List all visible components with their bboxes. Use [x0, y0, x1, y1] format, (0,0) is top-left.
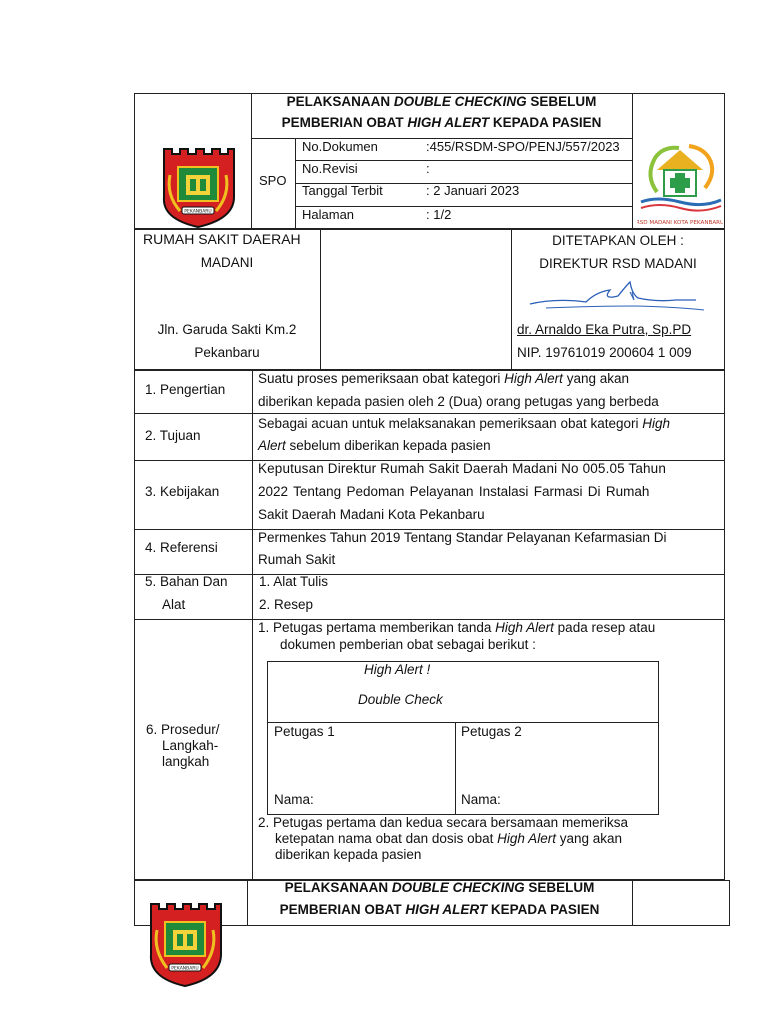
text-span: Alert [258, 438, 286, 453]
text-span: 1. Petugas pertama memberikan tanda [258, 620, 496, 635]
section-text: Keputusan Direktur Rumah Sakit Daerah Madani No 005.05 Tahun [258, 461, 666, 476]
approval-heading: DIREKTUR RSD MADANI [539, 256, 697, 271]
divider [134, 413, 725, 414]
list-item: 2. Resep [259, 597, 314, 612]
meta-value: : 2 Januari 2023 [426, 183, 520, 198]
section-text: Sakit Daerah Madani Kota Pekanbaru [258, 507, 485, 522]
meta-label: No.Dokumen [302, 139, 378, 154]
section-label: 5. Bahan Dan [145, 574, 228, 589]
city-emblem-logo [147, 900, 223, 988]
title-text: KEPADA PASIEN [489, 115, 602, 130]
meta-value: : 1/2 [426, 207, 452, 222]
approval-heading: DITETAPKAN OLEH : [552, 233, 684, 248]
text-span: High Alert [497, 831, 556, 846]
title-text: DOUBLE CHECKING [391, 880, 525, 895]
section-label: 1. Pengertian [145, 382, 226, 397]
text-span: yang akan [555, 831, 623, 846]
spo-label: SPO [259, 173, 287, 188]
city-emblem-logo [160, 145, 236, 229]
section-label: 4. Referensi [145, 540, 218, 555]
hospital-name: RUMAH SAKIT DAERAH [143, 231, 301, 247]
nama-label: Nama: [274, 792, 314, 807]
section-text: diberikan kepada pasien oleh 2 (Dua) orang petugas yang berbeda [258, 394, 659, 409]
divider [267, 722, 659, 723]
procedure-step: dokumen pemberian obat sebagai berikut : [280, 637, 536, 652]
director-nip: NIP. 19761019 200604 1 009 [517, 345, 692, 360]
section-label: langkah [162, 754, 210, 769]
meta-label: No.Revisi [302, 161, 358, 176]
meta-value: :455/RSDM-SPO/PENJ/557/2023 [426, 139, 620, 154]
text-span: Suatu proses pemeriksaan obat kategori [258, 371, 505, 386]
list-item: 1. Alat Tulis [259, 574, 329, 589]
section-text [258, 371, 629, 386]
hospital-address: Jln. Garuda Sakti Km.2 [157, 322, 297, 337]
text-span: sebelum diberikan kepada pasien [285, 438, 491, 453]
title-text: HIGH ALERT [407, 115, 490, 130]
logo-text: RSD MADANI KOTA PEKANBARU [637, 220, 723, 226]
divider [320, 229, 321, 370]
divider [455, 722, 456, 815]
director-name: dr. Arnaldo Eka Putra, Sp.PD [517, 322, 692, 337]
title-text: PEMBERIAN OBAT [281, 115, 408, 130]
text-span: Sebagai acuan untuk melaksanakan pemeriksaan obat kategori [258, 416, 643, 431]
title-text: KEPADA PASIEN [487, 902, 600, 917]
text-span: ketepatan nama obat dan dosis obat [275, 831, 498, 846]
section-text: Permenkes Tahun 2019 Tentang Standar Pelayanan Kefarmasian Di [258, 530, 667, 545]
section-text: Rumah Sakit [258, 552, 336, 567]
title-text: PELAKSANAAN [286, 94, 394, 109]
nama-label: Nama: [461, 792, 501, 807]
text-span: High [642, 416, 671, 431]
petugas-label: Petugas 1 [274, 724, 335, 739]
text-span: pada resep atau [553, 620, 656, 635]
title-text: SEBELUM [524, 880, 595, 895]
meta-label: Halaman [302, 207, 355, 222]
procedure-step [275, 831, 622, 846]
meta-value: : [426, 161, 430, 176]
section-label: Alat [162, 597, 186, 612]
section-text [258, 438, 491, 453]
text-span: yang akan [562, 371, 629, 386]
stamp-subtitle: Double Check [358, 692, 443, 707]
section-label: 2. Tujuan [145, 428, 201, 443]
section-label: 3. Kebijakan [145, 484, 220, 499]
divider [511, 229, 512, 370]
section-label: 6. Prosedur/ [146, 722, 220, 737]
director-signature [526, 278, 716, 318]
meta-label: Tanggal Terbit [302, 183, 383, 198]
divider [632, 880, 633, 926]
hospital-name: MADANI [200, 255, 254, 270]
procedure-step: 2. Petugas pertama dan kedua secara bersamaan memeriksa [258, 815, 628, 830]
procedure-step: diberikan kepada pasien [275, 847, 422, 862]
title-text: PEMBERIAN OBAT [279, 902, 406, 917]
title-text: HIGH ALERT [405, 902, 488, 917]
petugas-label: Petugas 2 [461, 724, 522, 739]
document-title [251, 93, 632, 138]
section-text: 2022 Tentang Pedoman Pelayanan Instalasi Farmasi Di Rumah [258, 484, 650, 499]
title-text: PELAKSANAAN [284, 880, 392, 895]
divider [632, 93, 633, 229]
section-label: Langkah- [162, 738, 219, 753]
title-text: DOUBLE CHECKING [393, 94, 527, 109]
hospital-logo [637, 140, 723, 228]
title-text: SEBELUM [526, 94, 597, 109]
section-text [258, 416, 670, 431]
text-span: High Alert [504, 371, 563, 386]
logo-text: PEKANBARU [171, 966, 199, 972]
procedure-step [258, 620, 655, 635]
document-title [247, 880, 632, 926]
hospital-address: Pekanbaru [194, 345, 260, 360]
divider [252, 370, 253, 880]
logo-text: PEKANBARU [184, 209, 212, 215]
stamp-title: High Alert ! [364, 662, 431, 677]
text-span: High Alert [495, 620, 554, 635]
